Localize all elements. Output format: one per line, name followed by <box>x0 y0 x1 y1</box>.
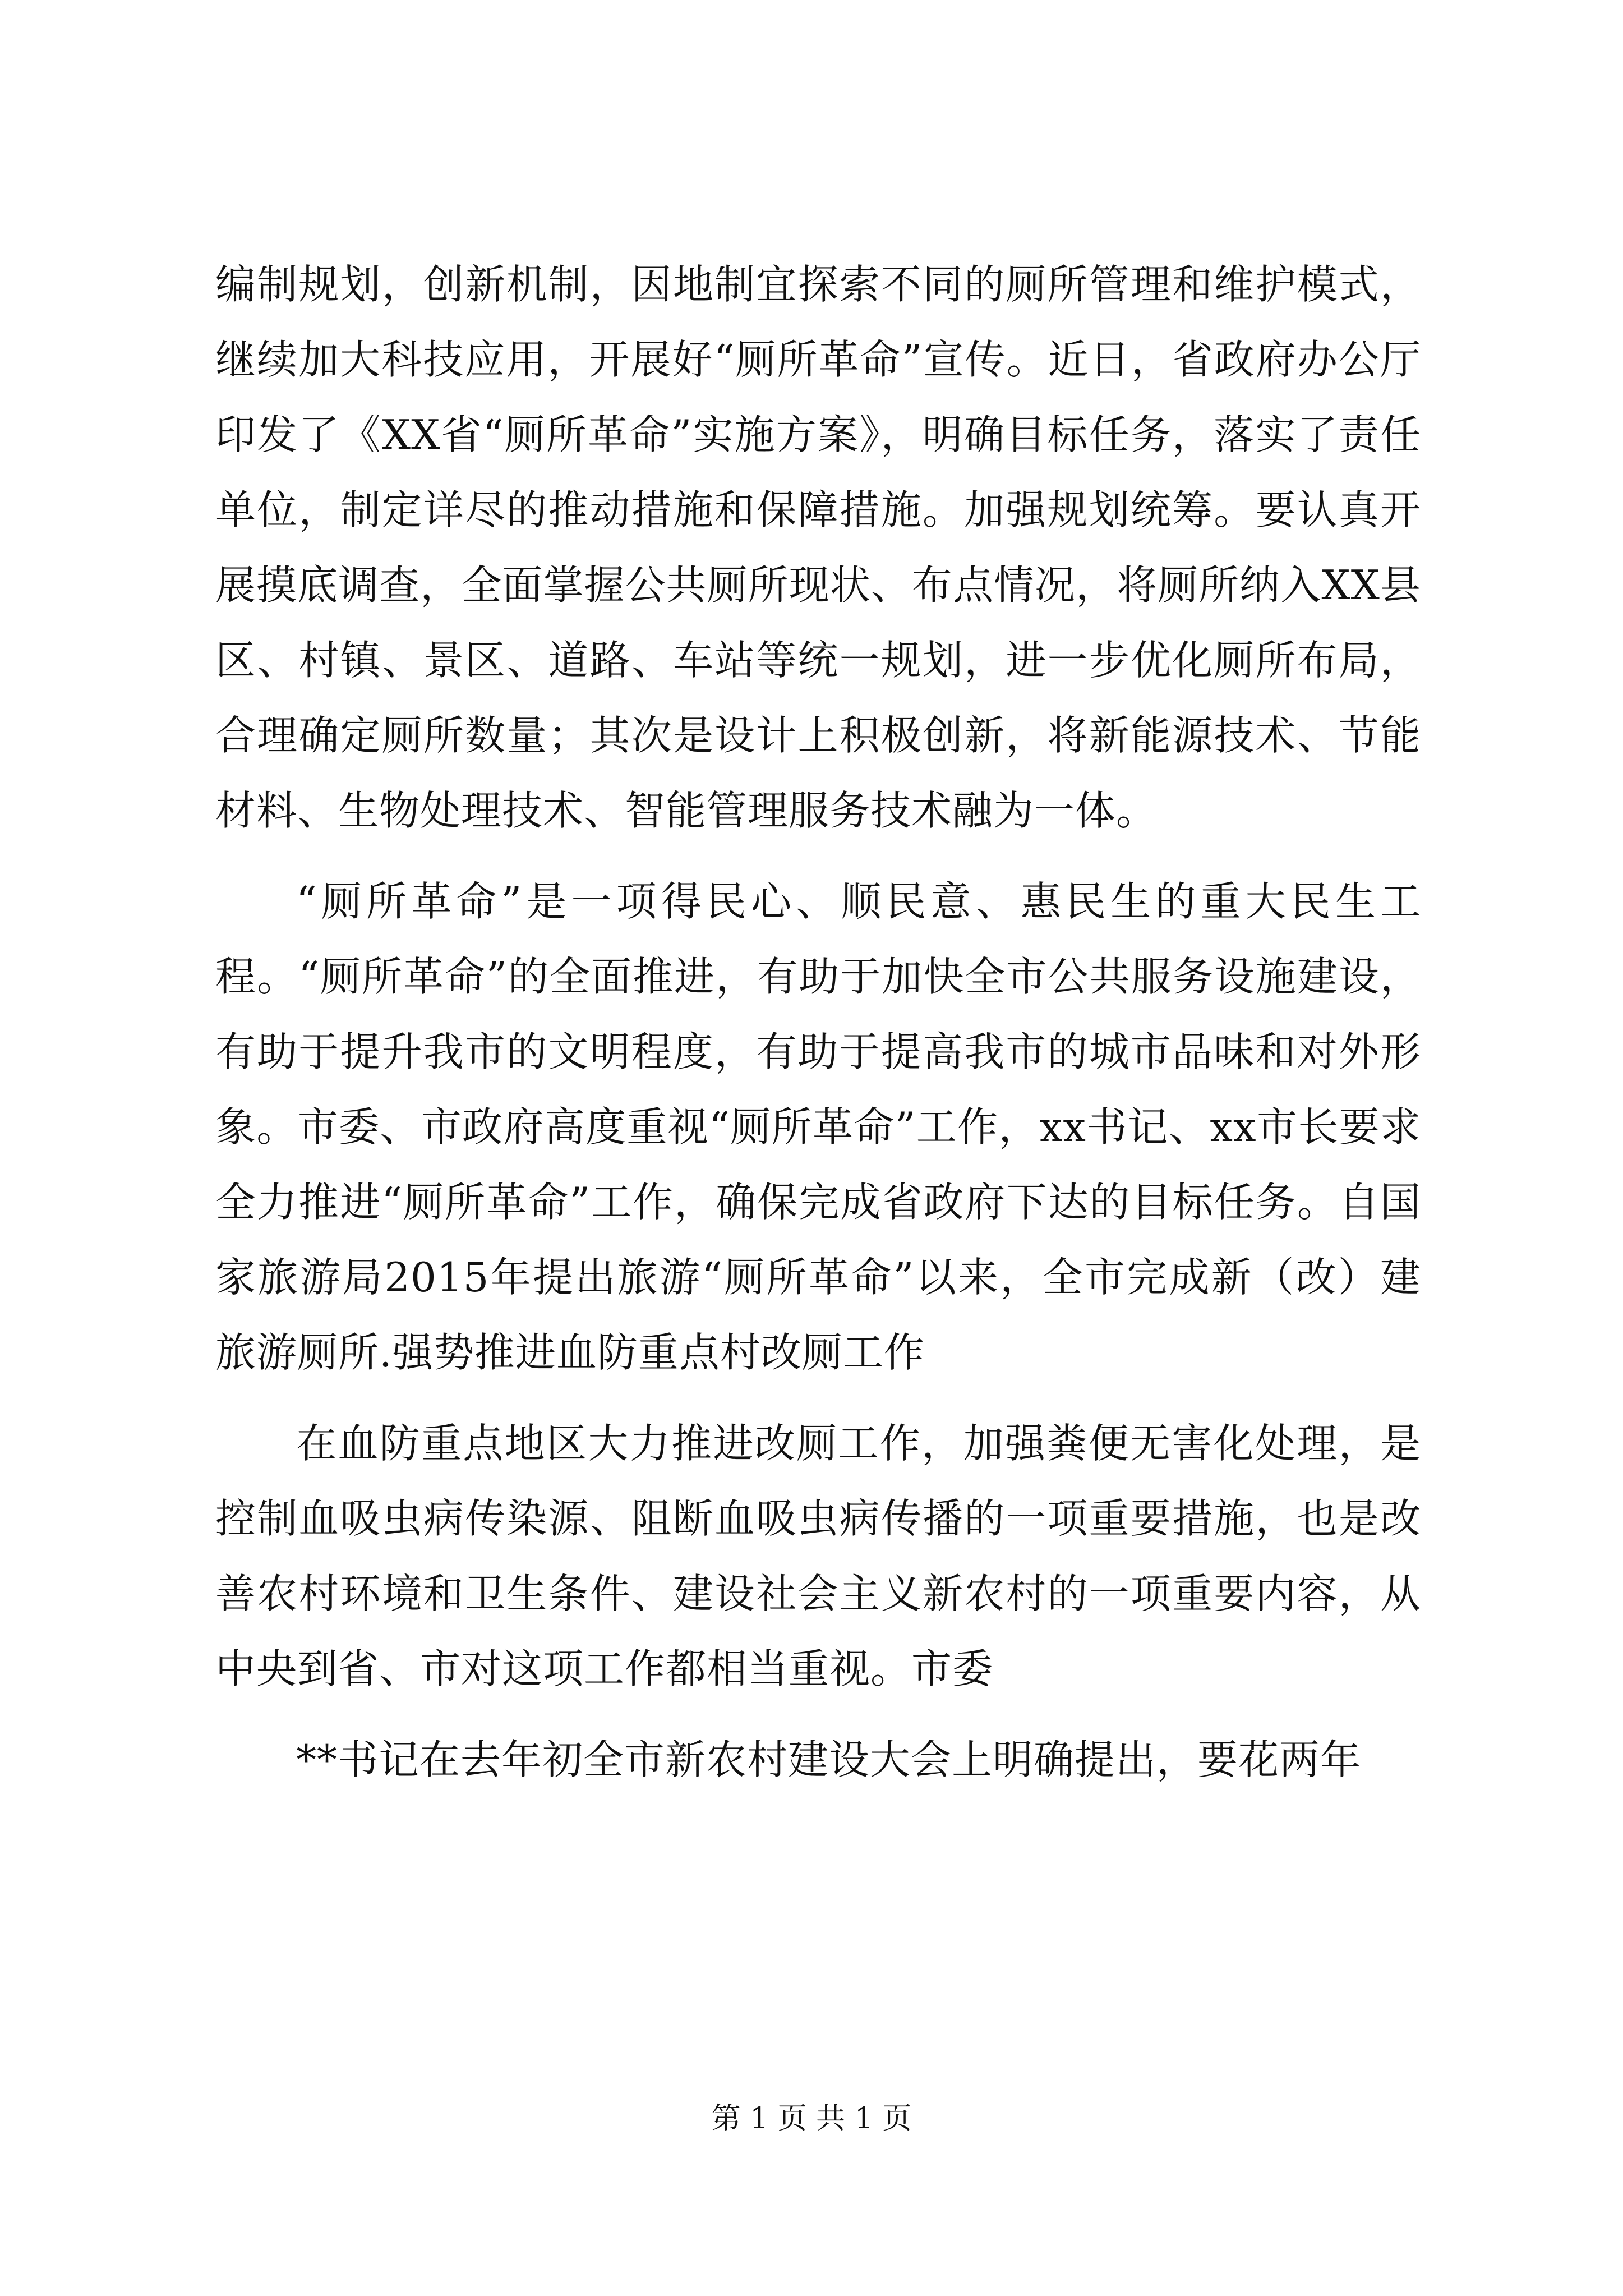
document-body <box>215 247 1421 1797</box>
paragraph-4: **书记在去年初全市新农村建设大会上明确提出，要花两年 <box>296 1736 1362 1783</box>
paragraph-3: 在血防重点地区大力推进改厕工作，加强粪便无害化处理，是控制血吸虫病传染源、阻断血吸虫病传播的一项重要措施，也是改善农村环境和卫生条件、建设社会主义新农村的一项重要内容，从中央到省、市对这项工作都相当重视。市委 <box>215 1420 1421 1692</box>
page-footer: 第 1 页 共 1 页 <box>711 2102 912 2136</box>
paragraph-2: “厕所革命”是一项得民心、顺民意、惠民生的重大民生工程。“厕所革命”的全面推进，有助于加快全市公共服务设施建设，有助于提升我市的文明程度，有助于提高我市的城市品味和对外形象。市委、市政府高度重视“厕所革命”工作，xx书记、xx市长要求全力推进“厕所革命”工作，确保完成省政府下达的目标任务。自国家旅游局2015年提出旅游“厕所革命”以来，全市完成新（改）建旅游厕所.强势推进血防重点村改厕工作 <box>215 878 1421 1376</box>
paragraph-1: 编制规划，创新机制，因地制宜探索不同的厕所管理和维护模式，继续加大科技应用，开展好“厕所革命”宣传。近日，省政府办公厅印发了《XX省“厕所革命”实施方案》，明确目标任务，落实了责任单位，制定详尽的推动措施和保障措施。加强规划统筹。要认真开展摸底调查，全面掌握公共厕所现状、布点情况，将厕所纳入XX县区、村镇、景区、道路、车站等统一规划，进一步优化厕所布局，合理确定厕所数量；其次是设计上积极创新，将新能源技术、节能材料、生物处理技术、智能管理服务技术融为一体。 <box>215 261 1421 834</box>
